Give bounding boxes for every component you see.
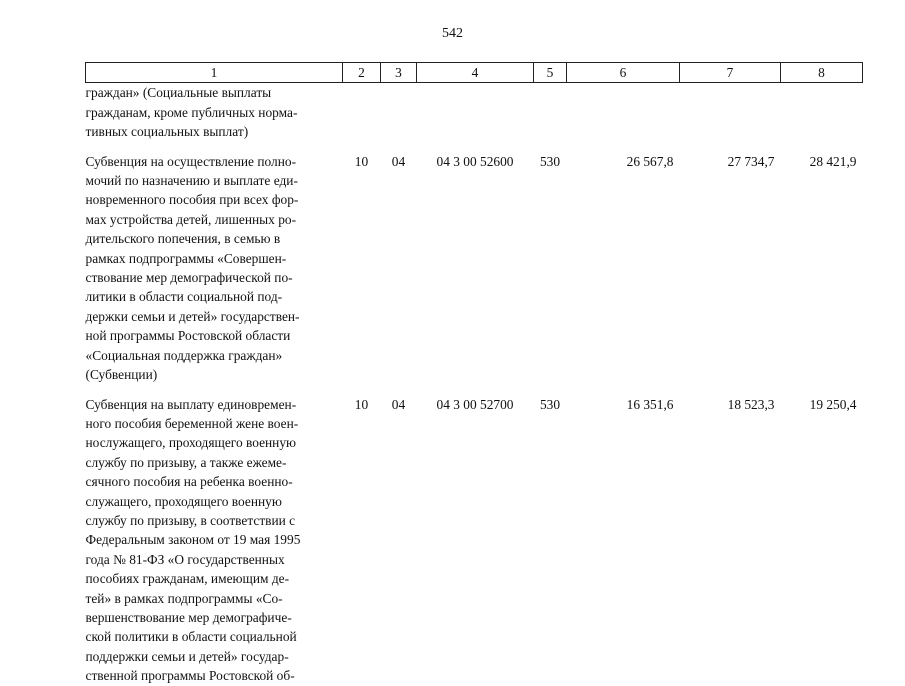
target-article-cell: 04 3 00 52700: [436, 396, 514, 412]
table-row: [86, 83, 863, 142]
table-row: [86, 152, 863, 385]
header-cell: 7: [680, 63, 781, 83]
description-line: сячного пособия на ребенка военно-: [85, 474, 293, 490]
budget-table: [85, 62, 863, 686]
description-line: гражданам, кроме публичных норма-: [85, 104, 298, 120]
description-line: Субвенция на осуществление полно-: [85, 153, 297, 169]
amount-year1-cell: 26 567,8: [626, 153, 674, 169]
header-cell: 2: [343, 63, 381, 83]
amount-year3-cell: [781, 83, 863, 142]
description-line: нослужащего, проходящего военную: [85, 435, 297, 451]
header-cell: 4: [417, 63, 534, 83]
description-line: граждан» (Социальные выплаты: [85, 85, 272, 101]
description-line: года № 81-ФЗ «О государственных: [85, 551, 285, 567]
description-line: службу по призыву, в соответствии с: [85, 512, 296, 528]
page-number: 542: [442, 26, 463, 41]
description-line: держки семьи и детей» государствен-: [85, 308, 300, 324]
description-line: рамках подпрограммы «Совершен-: [85, 250, 287, 266]
table-row: [86, 395, 863, 686]
description-line: дительского попечения, в семью в: [85, 231, 281, 247]
section-cell: 10: [354, 153, 369, 169]
amount-year2-cell: 18 523,3: [727, 396, 775, 412]
expense-type-cell: 530: [539, 396, 561, 412]
description-line: «Социальная поддержка граждан»: [85, 347, 283, 363]
description-line: Субвенция на выплату единовремен-: [85, 396, 297, 412]
description-line: тивных социальных выплат): [85, 124, 249, 140]
description-line: литики в области социальной под-: [85, 289, 283, 305]
description-line: ного пособия беременной жене воен-: [85, 415, 299, 431]
header-cell: 1: [86, 63, 343, 83]
target-article-cell: [417, 83, 534, 142]
target-article-cell: 04 3 00 52600: [436, 153, 514, 169]
description-line: поддержки семьи и детей» государ-: [85, 648, 289, 664]
description-cell: [86, 152, 343, 385]
description-line: ской политики в области социальной: [85, 629, 297, 645]
section-cell: 10: [354, 396, 369, 412]
expense-type-cell: 530: [539, 153, 561, 169]
description-line: (Субвенции): [85, 367, 158, 383]
description-line: вершенствование мер демографиче-: [85, 609, 292, 625]
description-line: мах устройства детей, лишенных ро-: [85, 211, 297, 227]
amount-year2-cell: [680, 83, 781, 142]
amount-year2-cell: 27 734,7: [727, 153, 775, 169]
description-line: ственной программы Ростовской об-: [85, 668, 295, 684]
description-line: ной программы Ростовской области: [85, 328, 291, 344]
description-cell: [86, 395, 343, 686]
table-header-row: [86, 63, 863, 83]
header-cell: 6: [567, 63, 680, 83]
subsection-cell: 04: [391, 396, 406, 412]
description-line: ствование мер демографической по-: [85, 270, 293, 286]
description-line: Федеральным законом от 19 мая 1995: [85, 532, 301, 548]
subsection-cell: 04: [391, 153, 406, 169]
amount-year1-cell: [567, 83, 680, 142]
header-cell: 5: [534, 63, 567, 83]
description-line: службу по призыву, а также ежеме-: [85, 454, 287, 470]
description-line: пособиях гражданам, имеющим де-: [85, 571, 290, 587]
subsection-cell: [381, 83, 417, 142]
expense-type-cell: [534, 83, 567, 142]
amount-year3-cell: 19 250,4: [809, 396, 857, 412]
section-cell: [343, 83, 381, 142]
header-cell: 3: [381, 63, 417, 83]
description-line: служащего, проходящего военную: [85, 493, 282, 509]
description-cell: [86, 83, 343, 142]
description-line: новременного пособия при всех фор-: [85, 192, 299, 208]
header-cell: 8: [781, 63, 863, 83]
description-line: мочий по назначению и выплате еди-: [85, 173, 298, 189]
amount-year3-cell: 28 421,9: [809, 153, 857, 169]
description-line: тей» в рамках подпрограммы «Со-: [85, 590, 283, 606]
amount-year1-cell: 16 351,6: [626, 396, 674, 412]
